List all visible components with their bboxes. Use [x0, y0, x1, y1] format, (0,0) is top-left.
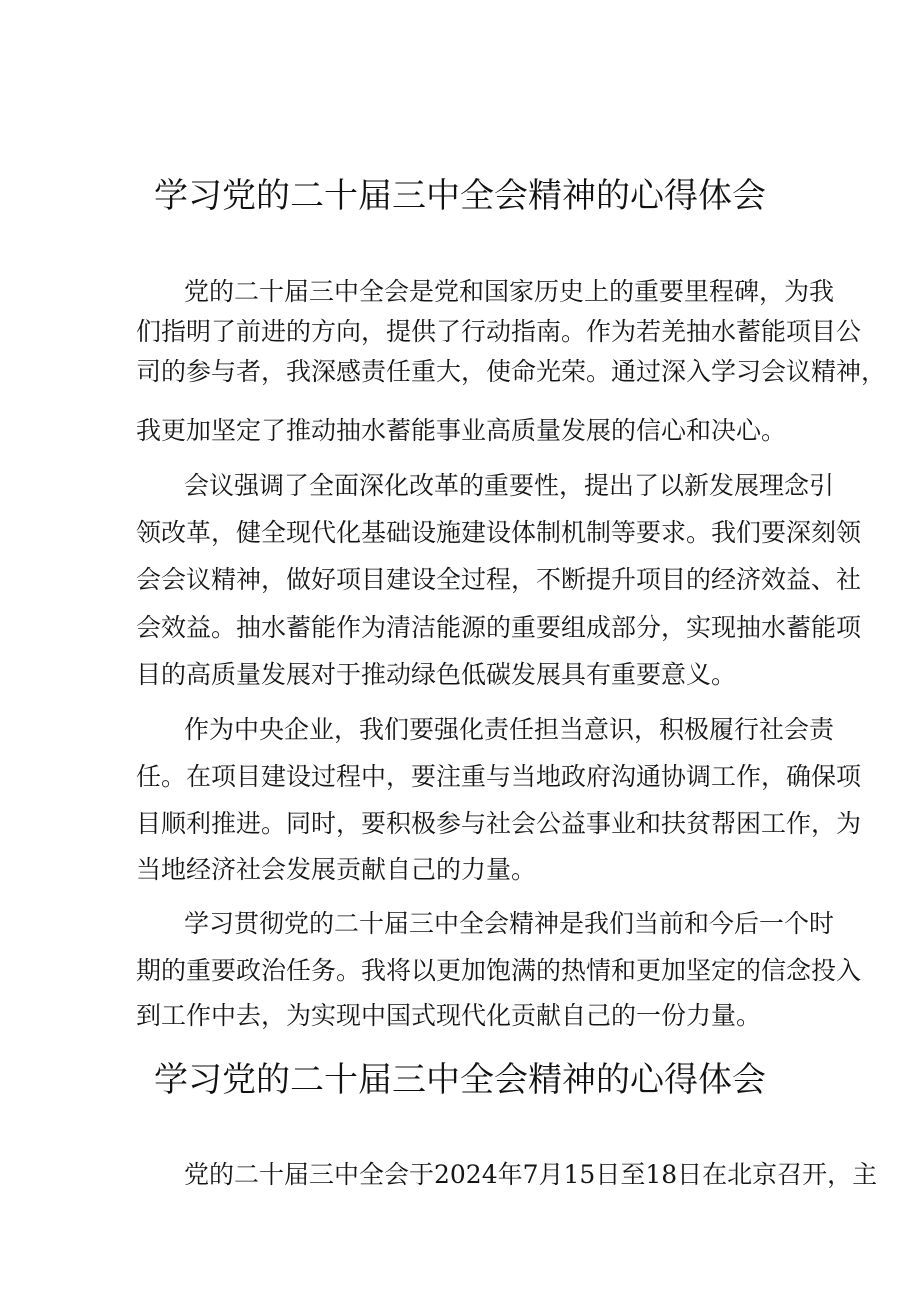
paragraph-2-line-3: 会会议精神，做好项目建设全过程，不断提升项目的经济效益、社 [136, 565, 862, 594]
paragraph-1-line-2: 们指明了前进的方向，提供了行动指南。作为若羌抽水蓄能项目公 [136, 317, 862, 346]
paragraph-3-line-4: 当地经济社会发展贡献自己的力量。 [136, 855, 537, 884]
paragraph-3-line-3: 目顺利推进。同时，要积极参与社会公益事业和扶贫帮困工作，为 [136, 809, 862, 838]
paragraph-4-line-2: 期的重要政治任务。我将以更加饱满的热情和更加坚定的信念投入 [136, 956, 862, 985]
paragraph-1-line-4: 我更加坚定了推动抽水蓄能事业高质量发展的信心和决心。 [136, 416, 787, 445]
paragraph-1-line-3: 司的参与者，我深感责任重大，使命光荣。通过深入学习会议精神， [136, 357, 887, 386]
paragraph-2-line-4: 会效益。抽水蓄能作为清洁能源的重要组成部分，实现抽水蓄能项 [136, 613, 862, 642]
paragraph-1-line-1: 党的二十届三中全会是党和国家历史上的重要里程碑，为我 [184, 277, 835, 306]
paragraph-4-line-1: 学习贯彻党的二十届三中全会精神是我们当前和今后一个时 [184, 909, 835, 938]
paragraph-2-line-1: 会议强调了全面深化改革的重要性，提出了以新发展理念引 [184, 471, 835, 500]
paragraph-4-line-3: 到工作中去，为实现中国式现代化贡献自己的一份力量。 [136, 1001, 762, 1030]
paragraph-2-line-5: 目的高质量发展对于推动绿色低碳发展具有重要意义。 [136, 660, 737, 689]
paragraph-3-line-2: 任。在项目建设过程中，要注重与当地政府沟通协调工作，确保项 [136, 762, 862, 791]
paragraph-3-line-1: 作为中央企业，我们要强化责任担当意识，积极履行社会责 [184, 715, 835, 744]
paragraph-2-line-2: 领改革，健全现代化基础设施建设体制机制等要求。我们要深刻领 [136, 518, 862, 547]
article-2-line-1: 党的二十届三中全会于2024年7月15日至18日在北京召开，主 [184, 1160, 878, 1189]
article-title-1: 学习党的二十届三中全会精神的心得体会 [154, 176, 766, 216]
article-title-2: 学习党的二十届三中全会精神的心得体会 [154, 1060, 766, 1100]
